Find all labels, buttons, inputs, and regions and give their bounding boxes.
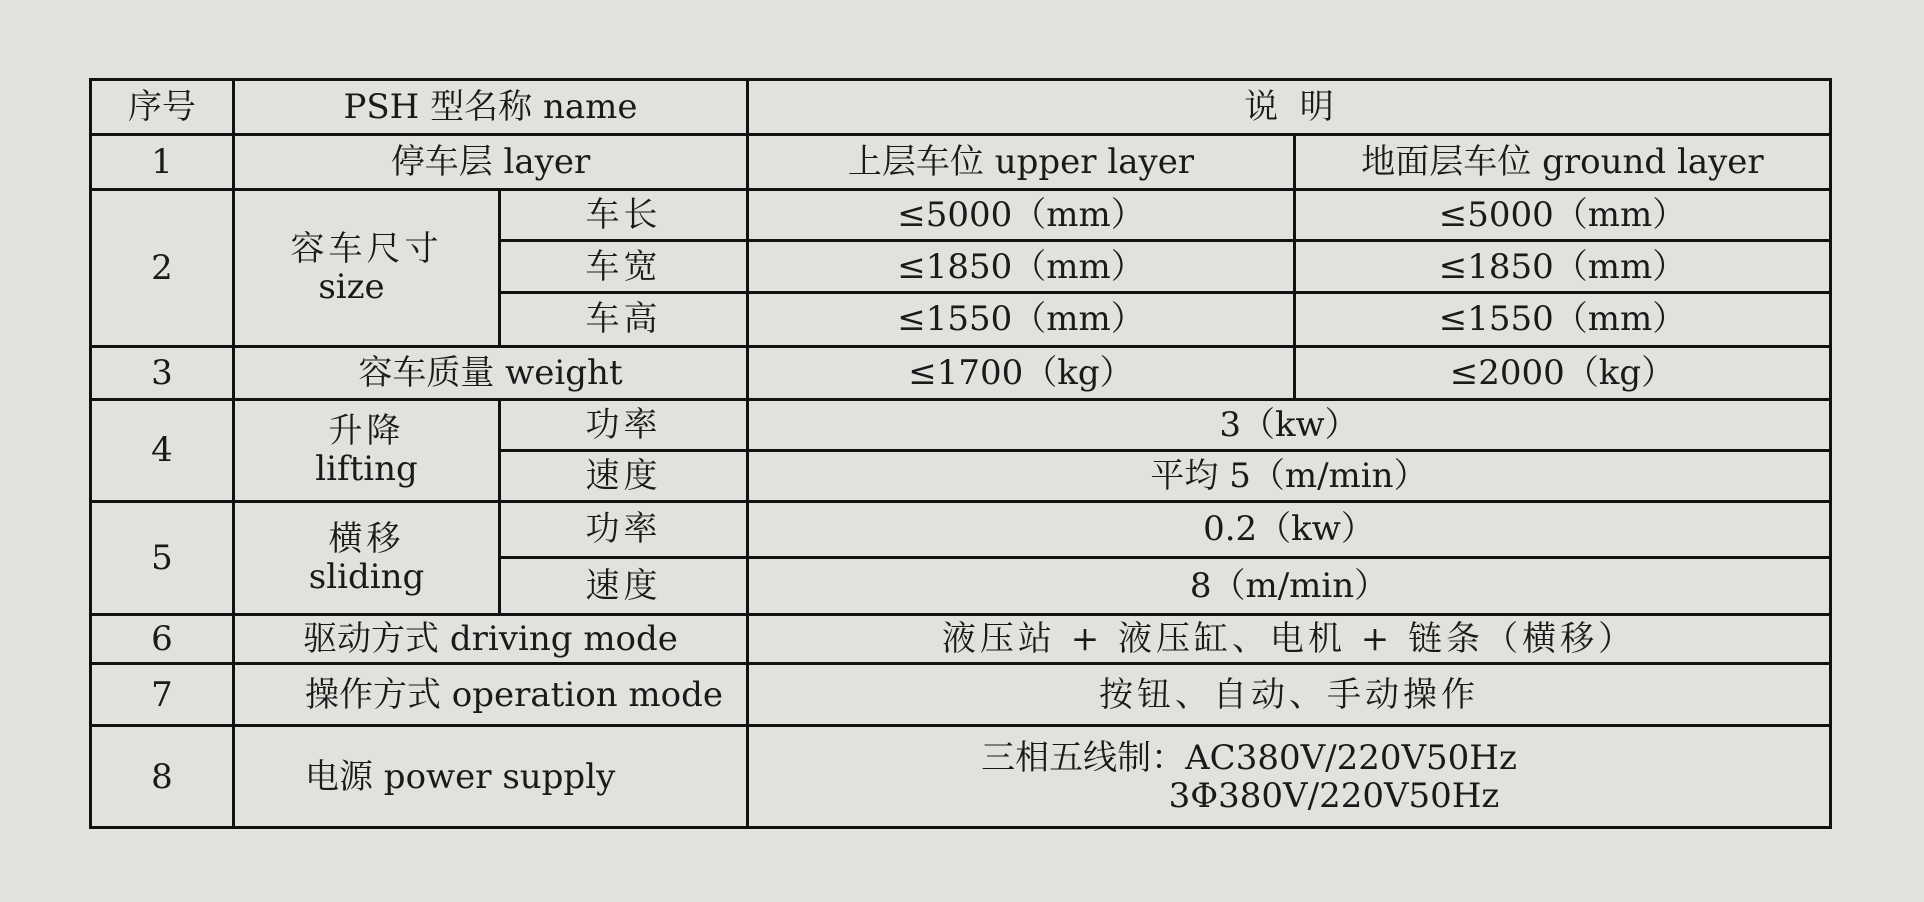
row-name: 操作方式 operation mode <box>234 664 748 726</box>
sub-label: 车长 <box>500 189 748 241</box>
sub-label: 车高 <box>500 293 748 347</box>
row-name: 容车质量 weight <box>234 346 748 399</box>
sub-label: 功率 <box>500 502 748 558</box>
row-number: 8 <box>91 726 234 828</box>
row-name: 驱动方式 driving mode <box>234 614 748 664</box>
ground-layer-cell: 地面层车位 ground layer <box>1295 134 1831 189</box>
merged-value: 按钮、自动、手动操作 <box>748 664 1831 726</box>
row-name-cn: 容车尺寸 <box>290 228 443 269</box>
upper-value: ≤1700（kg） <box>748 346 1295 399</box>
sub-label: 功率 <box>500 399 748 451</box>
merged-value: 3（kw） <box>748 399 1831 451</box>
merged-value: 0.2（kw） <box>748 502 1831 558</box>
row-name-en: lifting <box>315 449 418 490</box>
table-row <box>91 189 1831 241</box>
table-row <box>91 726 1831 828</box>
row-name <box>234 502 500 615</box>
row-number: 5 <box>91 502 234 615</box>
header-name: PSH 型名称 name <box>234 80 748 135</box>
merged-value: 8（m/min） <box>748 557 1831 614</box>
header-no: 序号 <box>91 80 234 135</box>
row-number: 4 <box>91 399 234 501</box>
merged-value: 液压站 + 液压缸、电机 + 链条（横移） <box>748 614 1831 664</box>
ground-value: ≤2000（kg） <box>1295 346 1831 399</box>
power-line-2: 3Φ380V/220V50Hz <box>1168 775 1500 816</box>
upper-value: ≤1850（mm） <box>748 241 1295 293</box>
row-name: 电源 power supply <box>234 726 748 828</box>
row-name <box>234 189 500 346</box>
spec-table <box>89 78 1832 829</box>
table-row <box>91 346 1831 399</box>
row-name-en: sliding <box>308 556 425 597</box>
upper-value: ≤1550（mm） <box>748 293 1295 347</box>
row-name-cn: 升降 <box>328 411 405 452</box>
power-supply-value <box>748 726 1831 828</box>
power-line-1: 三相五线制：AC380V/220V50Hz <box>981 737 1517 778</box>
row-name-en: size <box>318 266 385 307</box>
row-number: 7 <box>91 664 234 726</box>
table-header-row <box>91 80 1831 135</box>
table-row <box>91 614 1831 664</box>
sub-label: 速度 <box>500 451 748 502</box>
header-description-text: 说 明 <box>1244 86 1334 127</box>
upper-value: ≤5000（mm） <box>748 189 1295 241</box>
ground-value: ≤5000（mm） <box>1295 189 1831 241</box>
sub-label: 车宽 <box>500 241 748 293</box>
row-name <box>234 399 500 501</box>
row-number: 2 <box>91 189 234 346</box>
ground-value: ≤1550（mm） <box>1295 293 1831 347</box>
table-row <box>91 502 1831 558</box>
table-row <box>91 664 1831 726</box>
table-row <box>91 134 1831 189</box>
row-number: 6 <box>91 614 234 664</box>
table-row <box>91 399 1831 451</box>
row-name: 停车层 layer <box>234 134 748 189</box>
header-description <box>748 80 1831 135</box>
row-number: 3 <box>91 346 234 399</box>
merged-value: 平均 5（m/min） <box>748 451 1831 502</box>
row-number: 1 <box>91 134 234 189</box>
row-name-cn: 横移 <box>328 518 405 559</box>
sub-label: 速度 <box>500 557 748 614</box>
upper-layer-cell: 上层车位 upper layer <box>748 134 1295 189</box>
ground-value: ≤1850（mm） <box>1295 241 1831 293</box>
